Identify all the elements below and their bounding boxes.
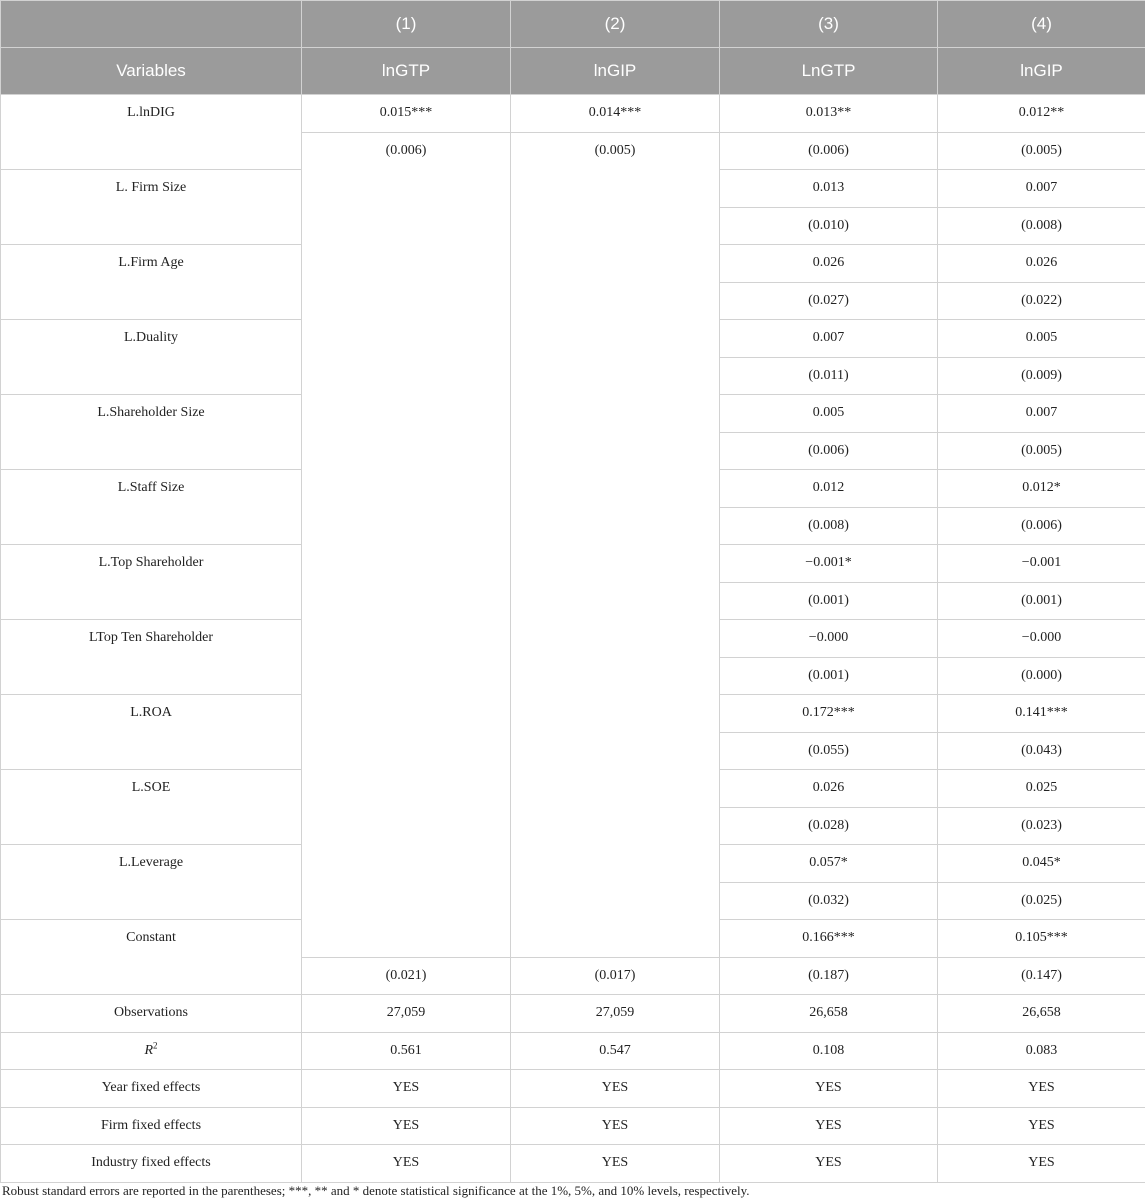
se-cell: (0.017): [511, 957, 720, 995]
se-cell: (0.001): [720, 582, 938, 620]
se-cell: (0.005): [938, 432, 1145, 470]
coef-cell: 0.025: [938, 770, 1145, 808]
coef-cell: 0.012: [720, 470, 938, 508]
stat-value: 0.547: [511, 1032, 720, 1070]
header-row-column-numbers: [1, 1, 1145, 48]
row-label: L.lnDIG: [1, 95, 302, 170]
stat-value: YES: [720, 1107, 938, 1145]
stat-value: 26,658: [720, 995, 938, 1033]
header-col-number: (4): [938, 1, 1145, 48]
coef-cell: 0.013: [720, 170, 938, 208]
r-squared-symbol: R: [144, 1042, 154, 1058]
stat-value: 0.083: [938, 1032, 1145, 1070]
se-cell: (0.187): [720, 957, 938, 995]
se-cell: (0.147): [938, 957, 1145, 995]
se-cell: (0.055): [720, 732, 938, 770]
header-col-number: (3): [720, 1, 938, 48]
coef-cell: 0.105***: [938, 920, 1145, 958]
se-cell: (0.006): [938, 507, 1145, 545]
header-variables-label: Variables: [1, 48, 302, 95]
coef-cell: 0.026: [720, 770, 938, 808]
coef-cell: 0.026: [938, 245, 1145, 283]
row-label: L.SOE: [1, 770, 302, 845]
se-cell: (0.001): [720, 657, 938, 695]
header-dep-var: lnGTP: [302, 48, 511, 95]
stat-value: YES: [720, 1145, 938, 1183]
se-cell: (0.006): [720, 432, 938, 470]
stat-value: 27,059: [511, 995, 720, 1033]
coef-cell: 0.045*: [938, 845, 1145, 883]
coef-cell: 0.005: [938, 320, 1145, 358]
coef-cell: 0.141***: [938, 695, 1145, 733]
stat-value: YES: [511, 1070, 720, 1108]
se-cell: (0.043): [938, 732, 1145, 770]
row-label: L.Shareholder Size: [1, 395, 302, 470]
row-label: L.Staff Size: [1, 470, 302, 545]
se-cell: (0.000): [938, 657, 1145, 695]
r-squared-superscript: 2: [153, 1040, 158, 1051]
se-cell: (0.009): [938, 357, 1145, 395]
coef-cell: −0.000: [938, 620, 1145, 658]
stat-value: YES: [938, 1145, 1145, 1183]
coef-cell: 0.172***: [720, 695, 938, 733]
se-cell: (0.008): [938, 207, 1145, 245]
stat-label: Industry fixed effects: [1, 1145, 302, 1183]
stat-value: 0.108: [720, 1032, 938, 1070]
se-cell: (0.022): [938, 282, 1145, 320]
se-cell: (0.001): [938, 582, 1145, 620]
header-dep-var: lnGIP: [938, 48, 1145, 95]
stats-row-year-fe: [1, 1070, 1145, 1108]
se-cell: (0.005): [938, 132, 1145, 170]
table-row: [1, 95, 1145, 133]
row-label: Constant: [1, 920, 302, 995]
se-cell: (0.032): [720, 882, 938, 920]
header-dep-var: lnGIP: [511, 48, 720, 95]
stat-label: Year fixed effects: [1, 1070, 302, 1108]
coef-cell: −0.001: [938, 545, 1145, 583]
stats-row-observations: [1, 995, 1145, 1033]
stat-value: YES: [938, 1070, 1145, 1108]
coef-cell: 0.015***: [302, 95, 511, 133]
stats-row-r-squared: [1, 1032, 1145, 1070]
stat-value: YES: [511, 1107, 720, 1145]
se-cell: (0.010): [720, 207, 938, 245]
stat-label: [1, 1032, 302, 1070]
row-label: L. Firm Size: [1, 170, 302, 245]
coef-cell: 0.012*: [938, 470, 1145, 508]
stat-value: 26,658: [938, 995, 1145, 1033]
stat-value: 0.561: [302, 1032, 511, 1070]
se-cell: (0.011): [720, 357, 938, 395]
stat-value: YES: [302, 1070, 511, 1108]
table-footnote: Robust standard errors are reported in the parentheses; ***, ** and * denote statistical significance at the 1%, 5%, and 10% levels, respectively.: [2, 1183, 750, 1198]
se-cell: (0.021): [302, 957, 511, 995]
stat-value: YES: [302, 1145, 511, 1183]
coef-cell: 0.014***: [511, 95, 720, 133]
row-label: L.ROA: [1, 695, 302, 770]
coef-cell: 0.007: [720, 320, 938, 358]
coef-cell: −0.000: [720, 620, 938, 658]
se-cell: (0.028): [720, 807, 938, 845]
stat-value: YES: [302, 1107, 511, 1145]
coef-cell: 0.007: [938, 170, 1145, 208]
stat-value: YES: [720, 1070, 938, 1108]
coef-cell: −0.001*: [720, 545, 938, 583]
stats-row-industry-fe: [1, 1145, 1145, 1183]
coef-cell: 0.057*: [720, 845, 938, 883]
stats-row-firm-fe: [1, 1107, 1145, 1145]
header-dep-var: LnGTP: [720, 48, 938, 95]
header-col-number: (1): [302, 1, 511, 48]
se-cell-column-1: (0.006): [302, 132, 511, 957]
stat-value: YES: [511, 1145, 720, 1183]
row-label: L.Top Shareholder: [1, 545, 302, 620]
stat-value: 27,059: [302, 995, 511, 1033]
row-label: L.Leverage: [1, 845, 302, 920]
row-label: L.Duality: [1, 320, 302, 395]
coef-cell: 0.026: [720, 245, 938, 283]
se-cell: (0.025): [938, 882, 1145, 920]
coef-cell: 0.005: [720, 395, 938, 433]
stat-label: Observations: [1, 995, 302, 1033]
se-cell: (0.006): [720, 132, 938, 170]
row-label: L.Firm Age: [1, 245, 302, 320]
header-col-number: (2): [511, 1, 720, 48]
stat-value: YES: [938, 1107, 1145, 1145]
se-cell: (0.023): [938, 807, 1145, 845]
se-cell: (0.027): [720, 282, 938, 320]
header-empty-cell: [1, 1, 302, 48]
header-row-dependent-variables: [1, 48, 1145, 95]
stat-label: Firm fixed effects: [1, 1107, 302, 1145]
coef-cell: 0.007: [938, 395, 1145, 433]
se-cell-column-2: (0.005): [511, 132, 720, 957]
coef-cell: 0.012**: [938, 95, 1145, 133]
coef-cell: 0.013**: [720, 95, 938, 133]
coef-cell: 0.166***: [720, 920, 938, 958]
row-label: LTop Ten Shareholder: [1, 620, 302, 695]
se-cell: (0.008): [720, 507, 938, 545]
